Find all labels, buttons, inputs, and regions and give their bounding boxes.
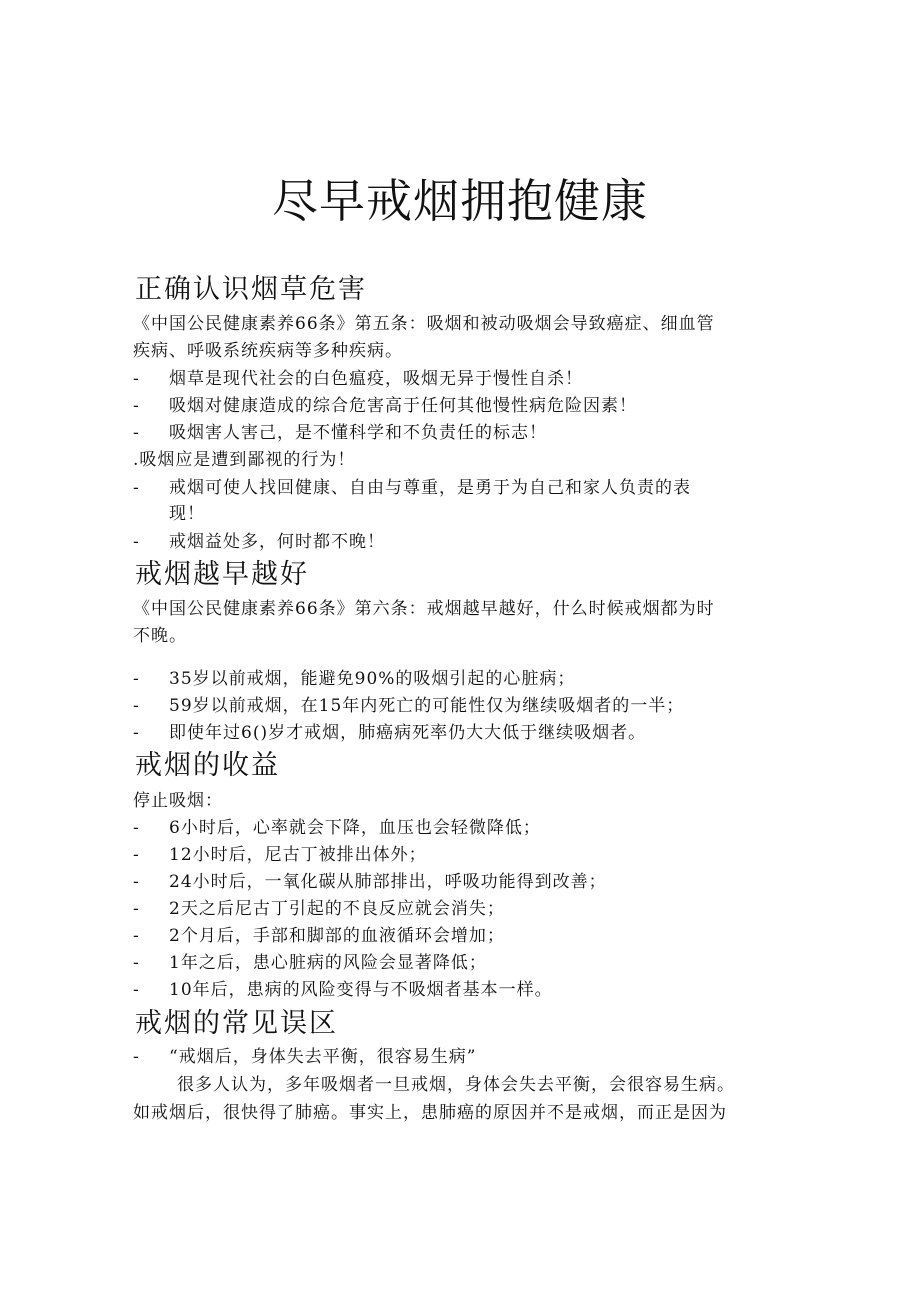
list-marker: -: [133, 532, 139, 552]
section-heading-quit-early: 戒烟越早越好: [135, 559, 309, 590]
list-item: [133, 693, 684, 720]
list-marker: -: [133, 845, 139, 865]
list-item-text: 35岁以前戒烟，能避免90%的吸烟引起的心脏病；: [169, 669, 576, 689]
list-marker: -: [133, 423, 139, 443]
list-marker: -: [133, 1047, 139, 1067]
list-item-text: 1年之后，患心脏病的风险会显著降低；: [169, 953, 487, 973]
section2-intro-line2: 不晚。: [133, 626, 187, 646]
list-marker: -: [133, 953, 139, 973]
list-item-text: “戒烟后，身体失去平衡，很容易生病”: [169, 1047, 477, 1067]
section-heading-benefits: 戒烟的收益: [135, 750, 280, 781]
list-item-text: 12小时后，尼古丁被排出体外；: [169, 845, 427, 865]
list-item: [133, 869, 607, 896]
page-title: 尽早戒烟拥抱健康: [272, 174, 648, 228]
list-marker: -: [133, 899, 139, 919]
list-item-text: 吸烟害人害己，是不懂科学和不负责任的标志！: [169, 423, 547, 443]
section-heading-misconceptions: 戒烟的常见误区: [135, 1008, 338, 1039]
list-marker: -: [133, 478, 139, 498]
list-item-text: 6小时后，心率就会下降，血压也会轻微降低；: [169, 818, 541, 838]
list-item: [133, 923, 505, 950]
plain-list-item: .吸烟应是遭到鄙视的行为！: [133, 450, 356, 470]
list-item-text: 24小时后，一氧化碳从肺部排出，呼吸功能得到改善；: [169, 872, 607, 892]
list-item: [133, 666, 575, 693]
list-marker: -: [133, 980, 139, 1000]
list-item-text: 59岁以前戒烟，在15年内死亡的可能性仅为继续吸烟者的一半；: [169, 696, 685, 716]
list-marker: -: [133, 723, 139, 743]
list-marker: -: [133, 696, 139, 716]
list-item: [133, 815, 541, 842]
list-marker: -: [133, 369, 139, 389]
list-marker: -: [133, 818, 139, 838]
paragraph-line: 很多人认为，多年吸烟者一旦戒烟，身体会失去平衡，会很容易生病。: [177, 1075, 735, 1095]
list-item-text: 戒烟益处多，何时都不晚！: [169, 532, 385, 552]
list-item: [133, 529, 385, 556]
paragraph-line: 如戒烟后，很快得了肺癌。事实上，患肺癌的原因并不是戒烟，而正是因为: [133, 1103, 727, 1123]
section1-intro-line2: 疾病、呼吸系统疾病等多种疾病。: [133, 341, 403, 361]
section2-intro-line1: 《中国公民健康素养66条》第六条：戒烟越早越好，什么时候戒烟都为时: [133, 599, 715, 619]
list-item: [133, 366, 583, 393]
list-item: [133, 720, 646, 747]
section3-intro: 停止吸烟：: [133, 791, 223, 811]
list-item: [133, 977, 553, 1004]
list-item-text: 2个月后，手部和脚部的血液循环会增加；: [169, 926, 505, 946]
list-item: [133, 393, 637, 420]
list-item-text: 戒烟可使人找回健康、自由与尊重，是勇于为自己和家人负责的表: [169, 478, 691, 498]
list-item-text: 烟草是现代社会的白色瘟疫，吸烟无异于慢性自杀！: [169, 369, 583, 389]
list-marker: -: [133, 396, 139, 416]
list-item: [133, 1044, 476, 1071]
list-item: [133, 420, 547, 447]
list-item-continuation: 现！: [169, 504, 205, 524]
list-item: [133, 950, 487, 977]
list-item: [133, 896, 505, 923]
section1-intro-line1: 《中国公民健康素养66条》第五条：吸烟和被动吸烟会导致癌症、细血管: [133, 314, 715, 334]
list-item-text: 吸烟对健康造成的综合危害高于任何其他慢性病危险因素！: [169, 396, 637, 416]
section-heading-harm: 正确认识烟草危害: [135, 274, 367, 305]
list-item: [133, 475, 691, 502]
list-item-text: 2天之后尼古丁引起的不良反应就会消失；: [169, 899, 505, 919]
list-marker: -: [133, 872, 139, 892]
list-item-text: 即使年过6()岁才戒烟，肺癌病死率仍大大低于继续吸烟者。: [169, 723, 647, 743]
list-item-text: 10年后，患病的风险变得与不吸烟者基本一样。: [169, 980, 553, 1000]
list-marker: -: [133, 926, 139, 946]
list-marker: -: [133, 669, 139, 689]
list-item: [133, 842, 427, 869]
